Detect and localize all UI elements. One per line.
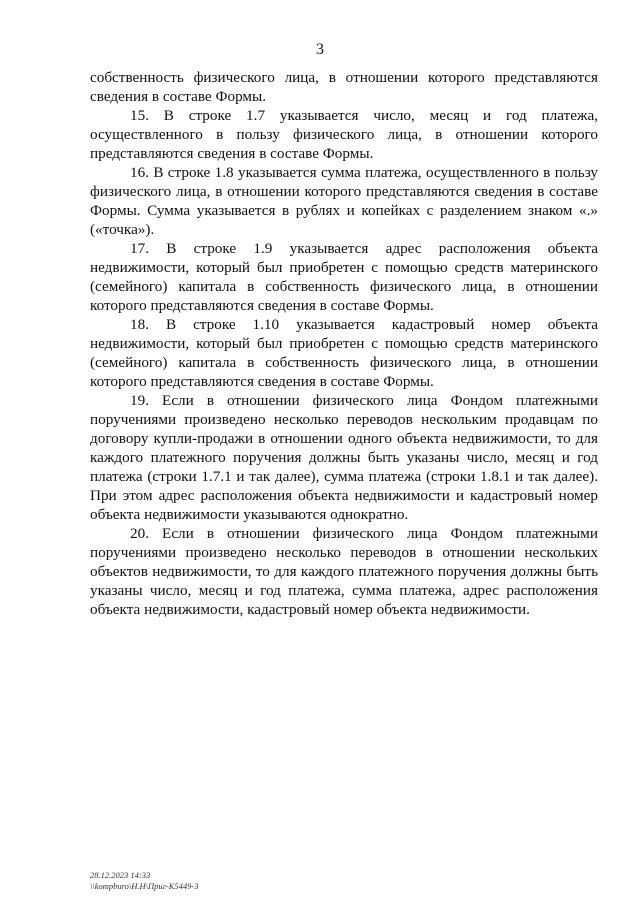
paragraph-18: 18. В строке 1.10 указывается кадастровый номер объекта недвижимости, который был приобретен с помощью средств материнского (семейного) капитала в собственность физического лица, в отношении которого представляются сведения в составе Формы.: [90, 316, 598, 390]
footer-document-ref: \\kompburo\Н.Н\Приг-К5449-3: [90, 881, 199, 891]
paragraph-16: 16. В строке 1.8 указывается сумма платежа, осуществленного в пользу физического лица, в отношении которого представляются сведения в составе Формы. Сумма указывается в рублях и копейках с разделением знаком «.» («точка»).: [90, 164, 598, 238]
document-footer: [90, 870, 199, 892]
footer-timestamp: 28.12.2023 14:33: [90, 870, 151, 880]
page-number: 3: [316, 41, 324, 58]
paragraph-15: 15. В строке 1.7 указывается число, месяц и год платежа, осуществленного в пользу физического лица, в отношении которого представляются сведения в составе Формы.: [90, 107, 598, 162]
paragraph-17: 17. В строке 1.9 указывается адрес расположения объекта недвижимости, который был приобретен с помощью средств материнского (семейного) капитала в собственность физического лица, в отношении которого представляются сведения в составе Формы.: [90, 240, 598, 314]
paragraph-20: 20. Если в отношении физического лица Фондом платежными поручениями произведено несколько переводов в отношении нескольких объектов недвижимости, то для каждого платежного поручения должны быть указаны число, месяц и год платежа, сумма платежа, адрес расположения объекта недвижимости, кадастровый номер объекта недвижимости.: [90, 525, 598, 618]
document-body: [90, 68, 598, 619]
paragraph-19: 19. Если в отношении физического лица Фондом платежными поручениями произведено несколько переводов нескольким продавцам по договору купли-продажи в отношении одного объекта недвижимости, то для каждого платежного поручения должны быть указаны число, месяц и год платежа (строки 1.7.1 и так далее), сумма платежа (строки 1.8.1 и так далее). При этом адрес расположения объекта недвижимости и кадастровый номер объекта недвижимости указываются однократно.: [90, 392, 598, 523]
paragraph-continuation: собственность физического лица, в отношении которого представляются сведения в составе Формы.: [90, 69, 598, 105]
